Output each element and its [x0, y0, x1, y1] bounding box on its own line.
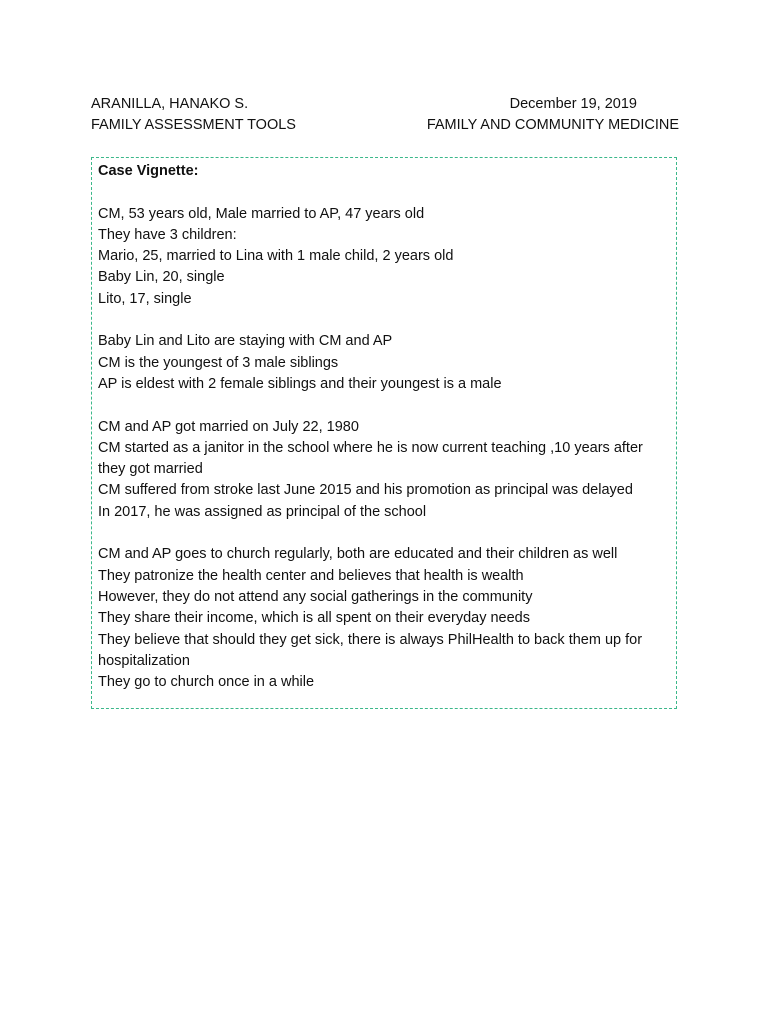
vignette-line: Baby Lin, 20, single [98, 269, 225, 286]
vignette-line: Lito, 17, single [98, 290, 192, 307]
department-name: FAMILY AND COMMUNITY MEDICINE [426, 117, 679, 133]
vignette-line: CM is the youngest of 3 male siblings [98, 354, 339, 371]
vignette-line: They go to church once in a while [98, 674, 315, 691]
case-vignette-box [91, 157, 677, 709]
vignette-line: They share their income, which is all spent on their everyday needs [98, 610, 530, 627]
vignette-line: They patronize the health center and believes that health is wealth [98, 567, 524, 584]
vignette-line: CM suffered from stroke last June 2015 and his promotion as principal was delayed [98, 482, 633, 499]
vignette-line: They believe that should they get sick, there is always PhilHealth to back them up for hospitalization [98, 631, 643, 669]
vignette-line: In 2017, he was assigned as principal of the school [98, 503, 427, 520]
vignette-title-spacer [98, 182, 670, 203]
vignette-paragraph-family [98, 204, 670, 310]
header-row-2 [91, 115, 679, 136]
vignette-line: However, they do not attend any social gatherings in the community [98, 588, 533, 605]
document-subject: FAMILY ASSESSMENT TOOLS [91, 117, 296, 133]
vignette-line: They have 3 children: [98, 226, 237, 243]
vignette-paragraph-history [98, 417, 670, 523]
vignette-line: CM and AP got married on July 22, 1980 [98, 418, 359, 435]
student-name: ARANILLA, HANAKO S. [91, 96, 249, 112]
document-date: December 19, 2019 [509, 96, 637, 112]
document-header [91, 94, 679, 136]
vignette-line: CM and AP goes to church regularly, both are educated and their children as well [98, 546, 618, 563]
vignette-line: CM started as a janitor in the school where he is now current teaching ,10 years after they got married [98, 439, 643, 478]
vignette-paragraph-household [98, 331, 670, 395]
vignette-line: CM, 53 years old, Male married to AP, 47 years old [98, 205, 425, 222]
vignette-line: AP is eldest with 2 female siblings and their youngest is a male [98, 375, 502, 392]
vignette-paragraph-lifestyle [98, 544, 670, 693]
vignette-title: Case Vignette: [98, 163, 199, 179]
vignette-line: Mario, 25, married to Lina with 1 male child, 2 years old [98, 248, 454, 265]
header-row-1 [91, 94, 679, 115]
vignette-line: Baby Lin and Lito are staying with CM and AP [98, 333, 393, 350]
